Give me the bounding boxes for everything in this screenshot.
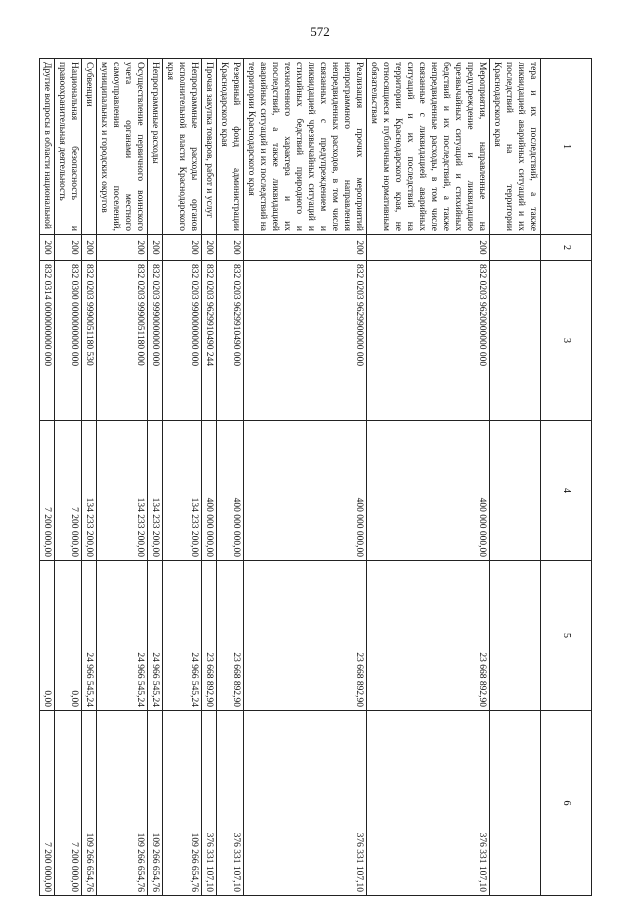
cell-col5: 23 668 892,90	[202, 561, 217, 711]
cell-code: 200	[55, 235, 82, 261]
cell-name: Прочая закупка товаров, работ и услуг	[202, 59, 217, 235]
cell-name: Другие вопросы в области национальной	[40, 59, 55, 235]
cell-col5: 23 668 892,90	[244, 561, 367, 711]
cell-kbk: 832 0203 9990051180 000	[97, 261, 148, 421]
cell-col6: 109 266 654,76	[97, 711, 148, 896]
table-row	[40, 59, 55, 896]
cell-kbk: 832 0203 9990051180 530	[82, 261, 97, 421]
rotated-page-content	[42, 58, 592, 895]
cell-col6: 109 266 654,76	[82, 711, 97, 896]
cell-col6: 109 266 654,76	[163, 711, 202, 896]
cell-kbk: 832 0314 0000000000 000	[40, 261, 55, 421]
header-cell-6: 6	[541, 711, 592, 896]
cell-kbk	[490, 261, 541, 421]
cell-col4: 134 233 200,00	[148, 421, 163, 561]
table-row	[97, 59, 148, 896]
cell-code: 200	[244, 235, 367, 261]
cell-col5	[490, 561, 541, 711]
table-row	[82, 59, 97, 896]
table-row	[202, 59, 217, 896]
cell-kbk: 832 0203 9990000000 000	[148, 261, 163, 421]
table-row	[163, 59, 202, 896]
cell-col6: 376 331 107,10	[202, 711, 217, 896]
cell-code: 200	[163, 235, 202, 261]
table-row	[217, 59, 244, 896]
cell-col6: 376 331 107,10	[217, 711, 244, 896]
cell-col4: 400 000 000,00	[367, 421, 490, 561]
cell-code: 200	[40, 235, 55, 261]
cell-col5: 24 966 545,24	[82, 561, 97, 711]
cell-col4: 400 000 000,00	[217, 421, 244, 561]
header-cell-2: 2	[541, 235, 592, 261]
cell-col4: 134 233 200,00	[82, 421, 97, 561]
cell-col5: 0,00	[55, 561, 82, 711]
table-body	[40, 59, 541, 896]
table-row	[148, 59, 163, 896]
cell-col5: 24 966 545,24	[148, 561, 163, 711]
cell-col5: 24 966 545,24	[97, 561, 148, 711]
cell-code: 200	[367, 235, 490, 261]
cell-col4: 134 233 200,00	[97, 421, 148, 561]
cell-col6: 109 266 654,76	[148, 711, 163, 896]
cell-kbk: 832 0300 0000000000 000	[55, 261, 82, 421]
cell-name: Осуществление первичного воинского учета органами местного самоуправления поселений, муниципальных и городских округов	[97, 59, 148, 235]
cell-col6: 7 200 000,00	[55, 711, 82, 896]
header-cell-5: 5	[541, 561, 592, 711]
cell-name: Субвенции	[82, 59, 97, 235]
cell-kbk: 832 0203 9629900000 000	[244, 261, 367, 421]
cell-code	[490, 235, 541, 261]
table-header-row	[541, 59, 592, 896]
cell-col5: 23 668 892,90	[217, 561, 244, 711]
cell-name: Реализация прочих мероприятий непрограммного направления непредвиденных расходов, в том числе связанных с предупреждением и ликвидацией чрезвычайных ситуаций и стихийных бедствий природного и техногенного характера и их последствий, а также ликвидацией аварийных ситуаций и их последствий на территории Краснодарского края	[244, 59, 367, 235]
cell-col5: 0,00	[40, 561, 55, 711]
cell-name: тера и их последствий, а также ликвидацией аварийных ситуаций и их последствий на территории Краснодарского края	[490, 59, 541, 235]
cell-col5: 24 966 545,24	[163, 561, 202, 711]
cell-name: Резервный фонд администрации Краснодарского края	[217, 59, 244, 235]
cell-col4: 7 200 000,00	[40, 421, 55, 561]
cell-code: 200	[217, 235, 244, 261]
cell-col4: 134 233 200,00	[163, 421, 202, 561]
cell-name: Непрограммные расходы	[148, 59, 163, 235]
cell-kbk: 832 0203 9629910490 244	[202, 261, 217, 421]
cell-col4	[490, 421, 541, 561]
budget-table	[39, 58, 592, 896]
cell-name: Мероприятия, направленные на предупреждение и ликвидацию чрезвычайных ситуаций и стихийных бедствий и их последствий, а также непредвиденные расходы, в том числе связанные с ликвидацией аварийных ситуаций и их последствий на территории Краснодарского края, не относящиеся к публичным нормативным обязательствам	[367, 59, 490, 235]
cell-code: 200	[148, 235, 163, 261]
cell-col4: 400 000 000,00	[202, 421, 217, 561]
cell-col4: 7 200 000,00	[55, 421, 82, 561]
cell-col6: 7 200 000,00	[40, 711, 55, 896]
header-cell-1: 1	[541, 59, 592, 235]
cell-kbk: 832 0203 9620000000 000	[367, 261, 490, 421]
cell-kbk: 832 0203 9629910490 000	[217, 261, 244, 421]
cell-name: Национальная безопасность и правоохранительная деятельность	[55, 59, 82, 235]
cell-col6: 376 331 107,10	[367, 711, 490, 896]
table-row	[55, 59, 82, 896]
cell-code: 200	[82, 235, 97, 261]
table-row	[490, 59, 541, 896]
header-cell-3: 3	[541, 261, 592, 421]
table-row	[367, 59, 490, 896]
cell-name: Непрограммные расходы органов исполнительной власти Краснодарского края	[163, 59, 202, 235]
cell-col6: 376 331 107,10	[244, 711, 367, 896]
header-cell-4: 4	[541, 421, 592, 561]
table-row	[244, 59, 367, 896]
cell-code: 200	[97, 235, 148, 261]
cell-kbk: 832 0203 9900000000 000	[163, 261, 202, 421]
cell-code: 200	[202, 235, 217, 261]
cell-col6	[490, 711, 541, 896]
cell-col5: 23 668 892,90	[367, 561, 490, 711]
cell-col4: 400 000 000,00	[244, 421, 367, 561]
page-number: 572	[310, 24, 330, 39]
